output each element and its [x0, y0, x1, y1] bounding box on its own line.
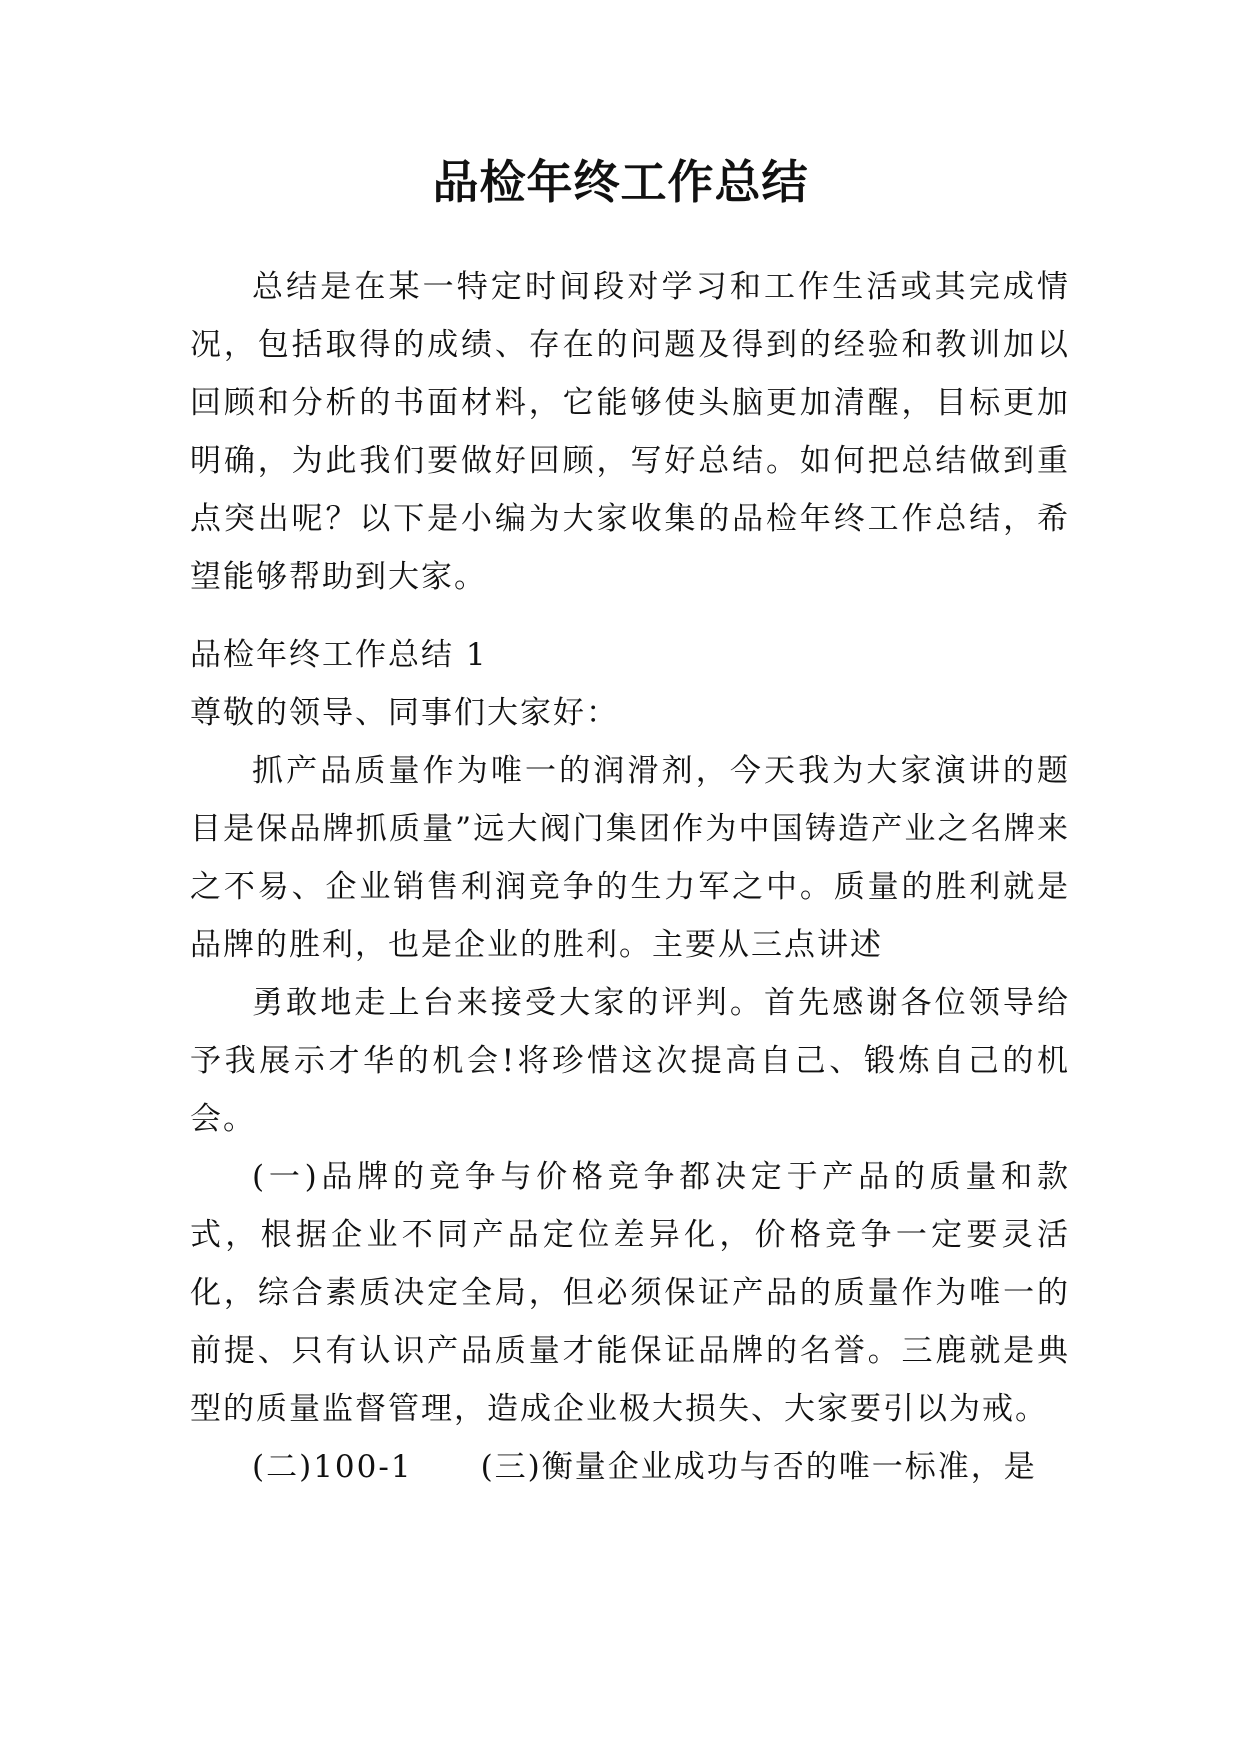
intro-paragraph: 总结是在某一特定时间段对学习和工作生活或其完成情况，包括取得的成绩、存在的问题及得到的经验和教训加以回顾和分析的书面材料，它能够使头脑更加清醒，目标更加明确，为此我们要做好回顾，写好总结。如何把总结做到重点突出呢？以下是小编为大家收集的品检年终工作总结，希望能够帮助到大家。: [190, 269, 1070, 595]
intro-block: [190, 258, 1070, 606]
document-title: 品检年终工作总结: [432, 155, 809, 209]
body-paragraph: 勇敢地走上台来接受大家的评判。首先感谢各位领导给予我展示才华的机会!将珍惜这次提高自己、锻炼自己的机会。: [190, 985, 1070, 1137]
body-paragraph-last: [190, 1438, 1070, 1496]
point-two-text: (二)100-1: [252, 1449, 413, 1485]
body-paragraph: 抓产品质量作为唯一的润滑剂，今天我为大家演讲的题目是保品牌抓质量”远大阀门集团作为中国铸造产业之名牌来之不易、企业销售利润竞争的生力军之中。质量的胜利就是品牌的胜利，也是企业的胜利。主要从三点讲述: [190, 753, 1070, 963]
point-three-text: (三)衡量企业成功与否的唯一标准，是: [480, 1449, 1037, 1485]
body-paragraph: (一)品牌的竞争与价格竞争都决定于产品的质量和款式，根据企业不同产品定位差异化，价格竞争一定要灵活化，综合素质决定全局，但必须保证产品的质量作为唯一的前提、只有认识产品质量才能保证品牌的名誉。三鹿就是典型的质量监督管理，造成企业极大损失、大家要引以为戒。: [190, 1159, 1070, 1427]
salutation: 尊敬的领导、同事们大家好：: [190, 695, 619, 731]
section-heading: 品检年终工作总结 1: [190, 637, 488, 673]
section-1: [190, 626, 1070, 1496]
